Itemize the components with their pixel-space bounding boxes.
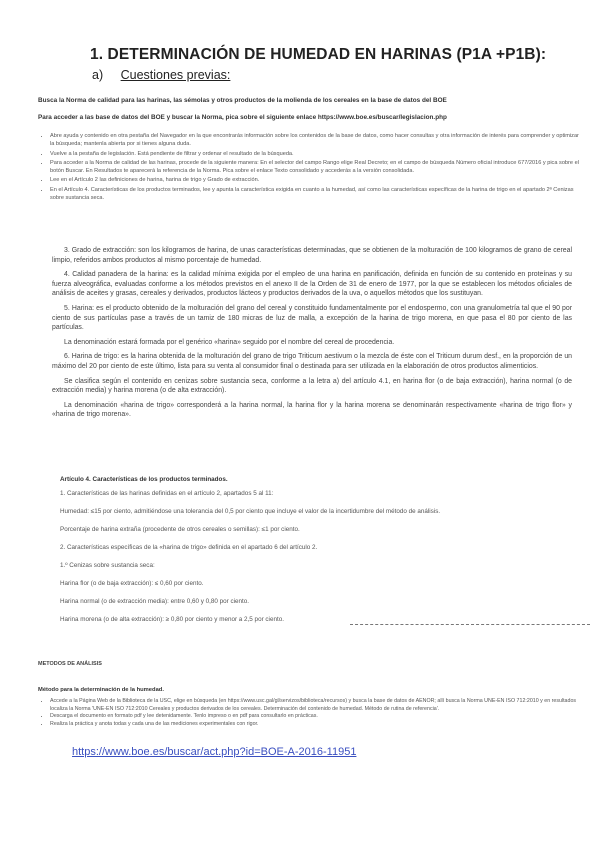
definition-paragraph: La denominación «harina de trigo» corresponderá a la harina normal, la harina flor y la harina morena se denominarán respectivamente «harina de trigo flor» y «harina de trigo morena». xyxy=(52,401,572,419)
instruction-item: • Abre ayuda y contenido en otra pestaña del Navegador en la que encontrarás información sobre los contenidos de la base de datos, como hacer consultas y otra información de interés para comprender y optimizar la búsqueda; mantenla abierta por si tienes alguna duda. xyxy=(50,132,580,149)
instruction-item: • Para acceder a la Norma de calidad de las harinas, procede de la siguiente manera: En el selector del campo Rango elige Real Decreto; en el campo de búsqueda Número oficial introduce 677/2016 y pica sobre el botón Buscar. En Resultados te aparecerá la referencia de la Norma. Pica sobre el enlace Texto consolidado y accederás a la versión consolidada. xyxy=(50,159,580,176)
article-item: 2. Características específicas de la «harina de trigo» definida en el apartado 6 del artículo 2. xyxy=(60,544,318,551)
intro-line-1: Busca la Norma de calidad para las harinas, las sémolas y otros productos de la molienda de los cereales en la base de datos del BOE xyxy=(38,97,447,104)
instruction-item: • En el Artículo 4. Características de los productos terminados, lee y apunta la característica exigida en cuanto a la humedad, así como las características específicas de la harina de trigo en el apartado 2ª Cenizas sobre sustancia seca. xyxy=(50,186,580,203)
instruction-item: • Lee en el Artículo 2 las definiciones de harina, harina de trigo y Grado de extracción. xyxy=(50,176,580,184)
definition-paragraph: 3. Grado de extracción: son los kilogramos de harina, de unas características determinadas, que se obtienen de la molturación de 100 kilogramos de grano de cereal limpio, referidos ambos productos al mismo porcentaje de humedad. xyxy=(52,247,572,264)
dashed-divider xyxy=(350,624,590,625)
methods-item: • Accede a la Página Web de la Biblioteca de la USC, elige en búsqueda (en https://www.usc.gal/gl/servizos/biblioteca/recursos) y busca la base de datos de AENOR; allí busca la Norma UNE-EN ISO 712:2010 y en resultados localiza la Norma 'UNE-EN ISO 712:2010 Cereales y productos derivados de los cereales. Determinación del contenido de humedad. Método de rutina de referencia'. xyxy=(50,698,580,713)
methods-heading: METODOS DE ANÁLISIS xyxy=(38,661,102,667)
instruction-item: • Vuelve a la pestaña de legislación. Está pendiente de filtrar y ordenar el resultado de la búsqueda. xyxy=(50,150,580,158)
article-item: Porcentaje de harina extraña (procedente de otros cereales o semillas): ≤1 por ciento. xyxy=(60,526,300,533)
article-4-block xyxy=(60,475,570,633)
article-item: 1.º Cenizas sobre sustancia seca: xyxy=(60,562,155,569)
boe-link[interactable]: https://www.boe.es/buscar/act.php?id=BOE-A-2016-11951 xyxy=(72,746,357,758)
instruction-list xyxy=(38,132,580,203)
intro-line-2: Para acceder a las base de datos del BOE y buscar la Norma, pica sobre el siguiente enlace https://www.boe.es/buscar/legislacion.php xyxy=(38,114,447,121)
definitions-block xyxy=(52,246,572,425)
article-item: Humedad: ≤15 por ciento, admitiéndose una tolerancia del 0,5 por ciento que incluye el valor de la incertidumbre del método de análisis. xyxy=(60,508,441,515)
article-item: 1. Características de las harinas definidas en el artículo 2, apartados 5 al 11: xyxy=(60,490,274,497)
definition-paragraph: 5. Harina: es el producto obtenido de la molturación del grano del cereal y constituido fundamentalmente por el endospermo, con una granulometría tal que el 90 por ciento de sus partículas pase a través de un tamiz de 180 micras de luz de malla, a excepción de la harina de trigo morena, en que pasa el 80 por ciento de las partículas. xyxy=(52,304,572,332)
article-heading: Artículo 4. Características de los productos terminados. xyxy=(60,476,228,483)
definition-paragraph: La denominación estará formada por el genérico «harina» seguido por el nombre del cereal de procedencia. xyxy=(64,338,395,346)
methods-list xyxy=(38,698,580,729)
definition-paragraph: 6. Harina de trigo: es la harina obtenida de la molturación del grano de trigo Triticum aestivum o la mezcla de éste con el Triticum durum desf., en la proporción de un máximo del 20 por ciento de este último, lista para su venta al consumidor final o destinada para ser utilizada en la elaboración de otros productos alimenticios. xyxy=(52,353,572,370)
subtitle-text: Cuestiones previas: xyxy=(120,68,231,82)
subtitle-marker: a) xyxy=(92,68,104,82)
definition-paragraph: Se clasifica según el contenido en cenizas sobre sustancia seca, conforme a la letra a) del artículo 4.1, en harina flor (o de baja extracción), harina normal (o de extracción media) y harina morena (o de alta extracción). xyxy=(52,377,572,395)
article-item: Harina morena (o de alta extracción): ≥ 0,80 por ciento y menor a 2,5 por ciento. xyxy=(60,616,284,623)
methods-item: • Descarga el documento en formato pdf y lee detenidamente. Tenlo impreso o en pdf para consultarlo en prácticas. xyxy=(50,713,580,721)
article-item: Harina flor (o de baja extracción): ≤ 0,60 por ciento. xyxy=(60,580,204,587)
article-item: Harina normal (o de extracción media): entre 0,60 y 0,80 por ciento. xyxy=(60,598,250,605)
page-title: 1. DETERMINACIÓN DE HUMEDAD EN HARINAS (P1A +P1B): xyxy=(90,46,547,63)
methods-subheading: Método para la determinación de la humedad. xyxy=(38,687,164,693)
section-subtitle xyxy=(92,68,230,82)
definition-paragraph: 4. Calidad panadera de la harina: es la calidad mínima exigida por el empleo de una harina en panificación, definida en función de su contenido en proteínas y su fuerza alveográfica, evaluadas conforme a los métodos previstos en el anexo II de la Orden de 31 de enero de 1977, por la que se establecen los métodos oficiales de análisis de aceites y grasas, cereales y derivados, productos lácteos y productos derivados de la uva, o aquellos métodos que los sustituyan. xyxy=(52,271,572,298)
methods-item: • Realiza la práctica y anota todas y cada una de las mediciones experimentales con rigor. xyxy=(50,721,580,729)
